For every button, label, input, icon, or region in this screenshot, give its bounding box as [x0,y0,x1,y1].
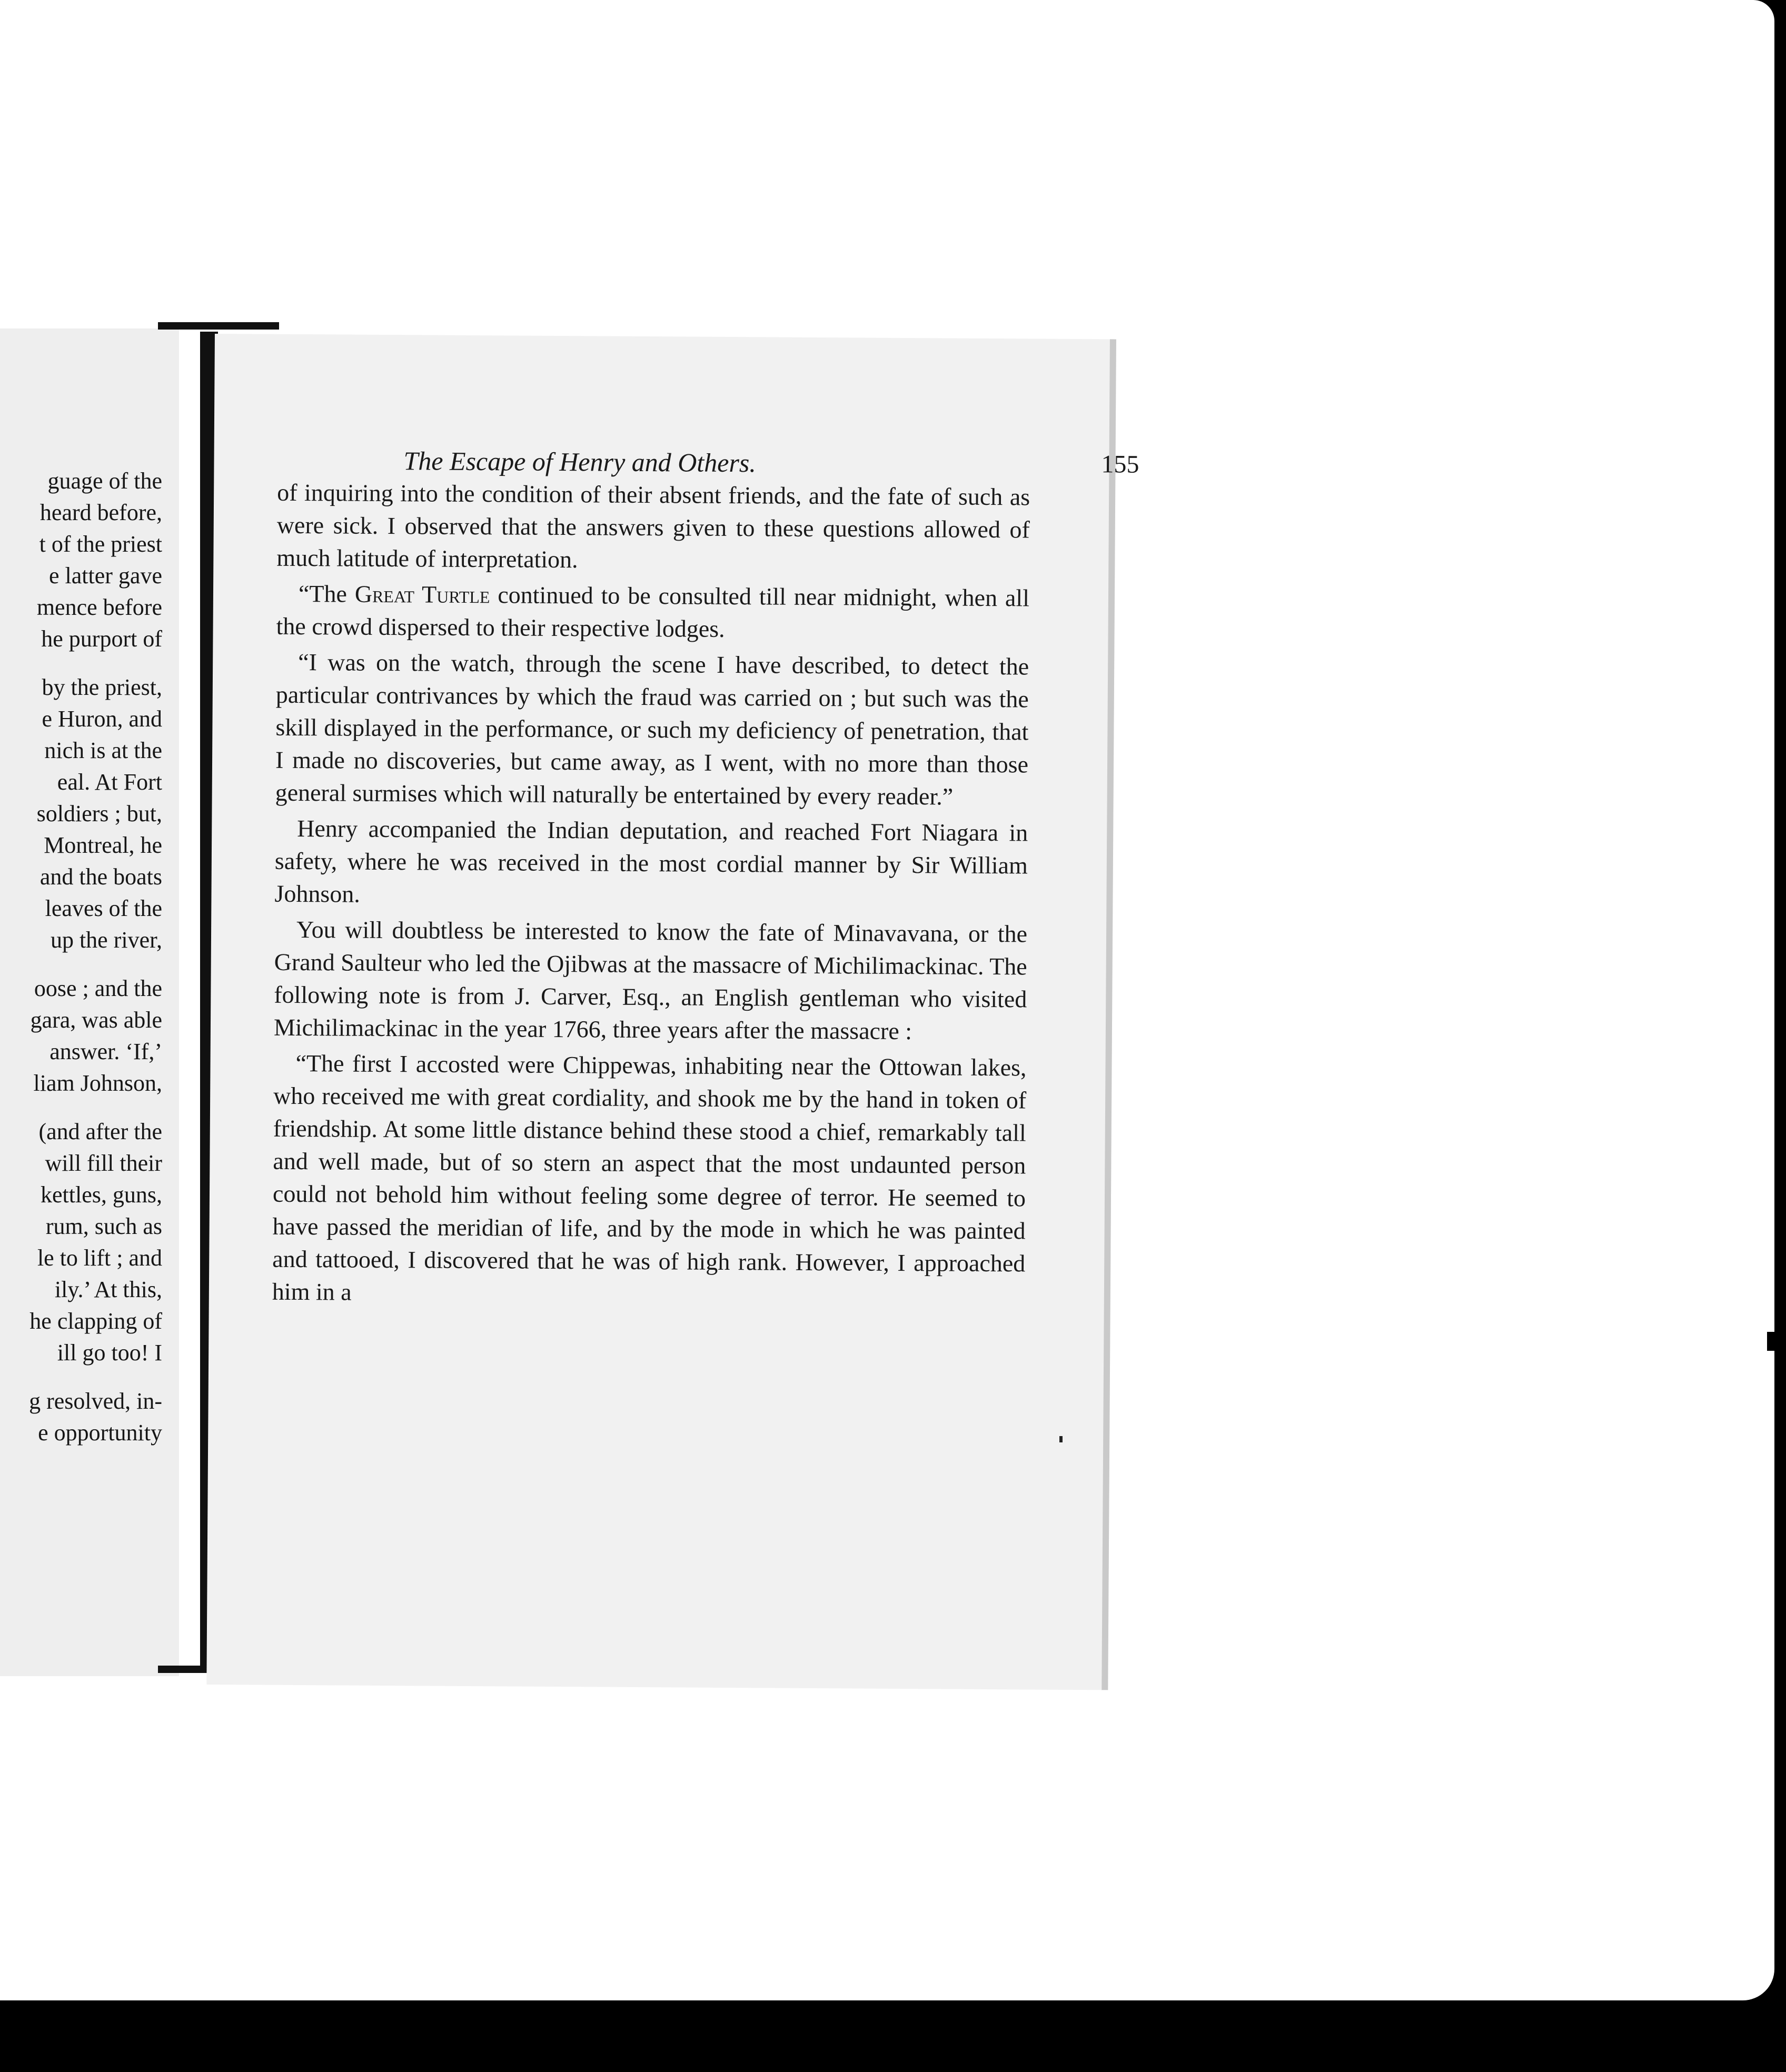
ink-speck [1059,1436,1063,1442]
paragraph: “The first I accosted were Chippewas, inhabiting near the Ottowan lakes, who received me with great cordiality, and shook me by the hand in token of friendship. At some little distance behind these stood a chief, remarkably tall and well made, but of so stern an aspect that the most undaunted person could not behold him without feeling some degree of terror. He seemed to have passed the meridian of life, and by the mode in which he was painted and tattooed, I discovered that he was of high rank. However, I approached him in a [272,1049,1027,1306]
left-line: le to lift ; and [37,1245,162,1271]
left-line: ily.’ At this, [54,1277,162,1302]
left-line: kettles, guns, [41,1182,162,1208]
left-line: he clapping of [29,1308,162,1334]
paragraph: “I was on the watch, through the scene I have described, to detect the particular contrivances by which the fraud was carried on ; but such was the skill displayed in the performance, or such my deficiency of penetration, that I made no discoveries, but came away, as I went, with no more than those general surmises which will naturally be entertained by every reader.” [275,648,1029,810]
left-line: will fill their [45,1150,162,1176]
paragraph-gap [0,1099,162,1116]
page-number: 155 [1101,450,1139,479]
left-line: e latter gave [49,563,162,589]
left-line: gara, was able [30,1007,162,1033]
left-line: up the river, [50,927,162,953]
paragraph-gap [0,655,162,672]
left-line: nich is at the [44,738,162,763]
left-line: mence before [36,594,162,620]
left-line: e opportunity [38,1420,162,1446]
paragraph-text: continued to be consulted till near midnight, when all the crowd dispersed to their respective lodges. [276,581,1030,642]
left-line: leaves of the [45,895,162,921]
page-body [272,476,1030,1313]
paragraph: You will doubtless be interested to know the fate of Minavavana, or the Grand Saulteur who led the Ojibwas at the massacre of Michilimackinac. The following note is from J. Carver, Esq., an English gentleman who visited Michilimackinac in the year 1766, three years after the massacre : [273,915,1028,1045]
left-line: g resolved, in- [29,1388,162,1414]
left-line: answer. ‘If,’ [49,1039,162,1064]
left-page-text [0,465,162,1449]
quote-lead: “The [298,580,355,607]
left-line: ill go too! I [57,1340,162,1366]
left-line: he purport of [41,626,162,652]
binding-cap-top [158,322,279,330]
paragraph: Henry accompanied the Indian deputation, and reached Fort Niagara in safety, where he was received in the most cordial manner by Sir William Johnson. [274,814,1028,908]
paragraph-gap [0,956,162,973]
running-title: The Escape of Henry and Others. [403,446,757,478]
open-book [0,321,1137,1690]
paragraph: of inquiring into the condition of their absent friends, and the fate of such as were sick. I observed that the answers given to these questions allowed of much latitude of interpretation. [276,479,1030,573]
right-page [206,334,1139,1690]
left-line: oose ; and the [34,975,162,1001]
left-line: t of the priest [39,531,162,557]
great-turtle-name: Great Turtle [354,580,490,609]
left-line: and the boats [39,864,162,890]
left-line: e Huron, and [42,706,162,732]
left-line: (and after the [38,1119,162,1144]
left-line: by the priest, [42,674,162,700]
left-page [0,328,179,1676]
left-line: soldiers ; but, [36,801,162,826]
paragraph [276,577,1029,647]
left-line: Montreal, he [44,832,162,858]
left-line: liam Johnson, [33,1070,162,1096]
left-line: rum, such as [45,1213,162,1239]
left-line: heard before, [39,500,162,525]
left-line: eal. At Fort [57,769,162,795]
paragraph-gap [0,1369,162,1386]
left-line: guage of the [47,468,162,494]
sheet-edge-mark [1767,1332,1774,1351]
